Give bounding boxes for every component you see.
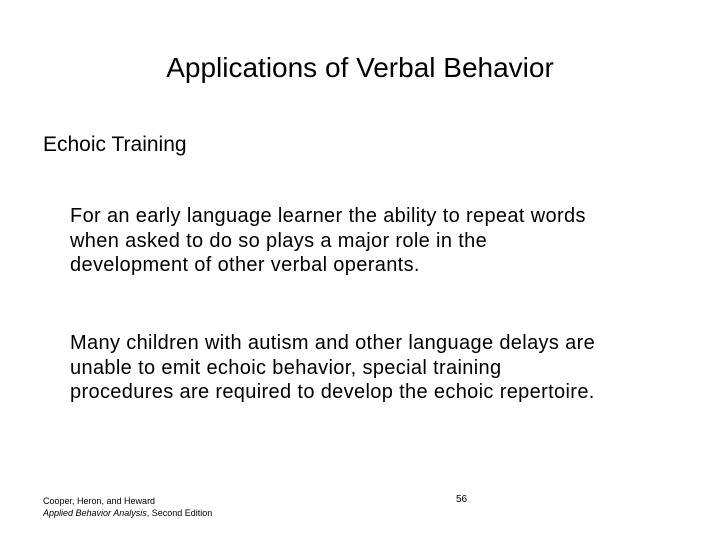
slide-title: Applications of Verbal Behavior xyxy=(166,52,554,83)
paragraph-line: Many children with autism and other language delays are xyxy=(70,332,596,354)
paragraph-line: unable to emit echoic behavior, special training xyxy=(70,356,502,379)
paragraph-autism-training xyxy=(70,331,700,405)
page-number: 56 xyxy=(456,494,468,505)
paragraph-line: when asked to do so plays a major role in the xyxy=(70,229,488,252)
paragraph-line: development of other verbal operants. xyxy=(70,254,420,277)
citation-book xyxy=(43,507,212,519)
section-heading: Echoic Training xyxy=(43,133,187,156)
paragraph-line: For an early language learner the ability to repeat words xyxy=(70,205,586,227)
citation-authors: Cooper, Heron, and Heward xyxy=(43,496,156,506)
footer-citation xyxy=(43,495,212,519)
citation-edition: , Second Edition xyxy=(146,508,213,518)
paragraph-echoic-importance xyxy=(70,204,700,278)
citation-book-title: Applied Behavior Analysis xyxy=(43,508,147,518)
paragraph-line: procedures are required to develop the echoic repertoire. xyxy=(70,381,595,404)
